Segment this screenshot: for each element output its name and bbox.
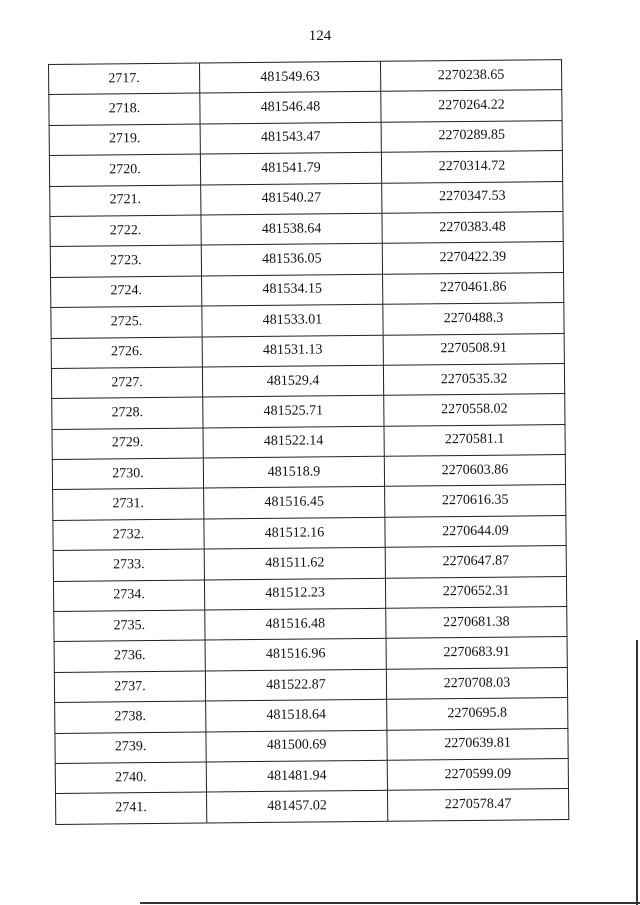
point-number-cell: 2739. — [55, 732, 206, 764]
coordinates-table — [48, 59, 569, 825]
point-number-cell: 2720. — [49, 154, 200, 186]
point-number-cell: 2729. — [52, 428, 203, 460]
x-coordinate-cell: 481534.15 — [202, 274, 383, 306]
point-number-cell: 2736. — [54, 640, 205, 672]
point-number-cell: 2728. — [52, 397, 203, 429]
x-coordinate-cell: 481531.13 — [202, 335, 383, 367]
table-row — [52, 394, 565, 429]
table-row — [52, 455, 565, 490]
table-row — [54, 667, 567, 702]
y-coordinate-cell: 2270647.87 — [385, 546, 566, 578]
point-number-cell: 2719. — [49, 124, 200, 156]
x-coordinate-cell: 481540.27 — [201, 183, 382, 215]
table-row — [54, 637, 567, 672]
x-coordinate-cell: 481518.64 — [206, 699, 387, 731]
x-coordinate-cell: 481516.45 — [204, 487, 385, 519]
table-row — [51, 272, 564, 307]
point-number-cell: 2740. — [55, 762, 206, 794]
y-coordinate-cell: 2270578.47 — [387, 789, 568, 821]
point-number-cell: 2725. — [51, 306, 202, 338]
y-coordinate-cell: 2270558.02 — [384, 394, 565, 426]
y-coordinate-cell: 2270616.35 — [385, 485, 566, 517]
point-number-cell: 2733. — [53, 549, 204, 581]
x-coordinate-cell: 481538.64 — [201, 213, 382, 245]
table-row — [50, 181, 563, 216]
y-coordinate-cell: 2270508.91 — [383, 333, 564, 365]
y-coordinate-cell: 2270264.22 — [381, 90, 562, 122]
x-coordinate-cell: 481529.4 — [202, 365, 383, 397]
x-coordinate-cell: 481536.05 — [201, 244, 382, 276]
table-row — [52, 424, 565, 459]
point-number-cell: 2735. — [54, 610, 205, 642]
y-coordinate-cell: 2270708.03 — [386, 667, 567, 699]
table-row — [53, 485, 566, 520]
table-row — [55, 728, 568, 763]
table-row — [50, 242, 563, 277]
table-row — [53, 546, 566, 581]
table-row — [49, 90, 562, 125]
point-number-cell: 2741. — [56, 792, 207, 824]
point-number-cell: 2734. — [53, 580, 204, 612]
y-coordinate-cell: 2270603.86 — [384, 455, 565, 487]
x-coordinate-cell: 481541.79 — [200, 152, 381, 184]
page-number: 124 — [308, 28, 332, 44]
x-coordinate-cell: 481522.14 — [203, 426, 384, 458]
x-coordinate-cell: 481457.02 — [206, 791, 387, 823]
x-coordinate-cell: 481549.63 — [199, 61, 380, 93]
y-coordinate-cell: 2270535.32 — [383, 363, 564, 395]
y-coordinate-cell: 2270652.31 — [385, 576, 566, 608]
y-coordinate-cell: 2270461.86 — [383, 272, 564, 304]
table-row — [49, 60, 562, 95]
point-number-cell: 2726. — [51, 337, 202, 369]
x-coordinate-cell: 481511.62 — [204, 548, 385, 580]
table-row — [56, 789, 569, 824]
table-row — [55, 759, 568, 794]
y-coordinate-cell: 2270488.3 — [383, 303, 564, 335]
point-number-cell: 2723. — [50, 245, 201, 277]
y-coordinate-cell: 2270683.91 — [386, 637, 567, 669]
x-coordinate-cell: 481543.47 — [200, 122, 381, 154]
point-number-cell: 2731. — [53, 488, 204, 520]
table-row — [50, 212, 563, 247]
y-coordinate-cell: 2270639.81 — [387, 728, 568, 760]
table-body — [49, 60, 569, 825]
y-coordinate-cell: 2270422.39 — [382, 242, 563, 274]
y-coordinate-cell: 2270599.09 — [387, 759, 568, 791]
point-number-cell: 2737. — [54, 671, 205, 703]
point-number-cell: 2732. — [53, 519, 204, 551]
table-row — [55, 698, 568, 733]
y-coordinate-cell: 2270238.65 — [380, 60, 561, 92]
point-number-cell: 2722. — [50, 215, 201, 247]
x-coordinate-cell: 481522.87 — [205, 669, 386, 701]
point-number-cell: 2721. — [50, 185, 201, 217]
x-coordinate-cell: 481525.71 — [203, 396, 384, 428]
point-number-cell: 2727. — [51, 367, 202, 399]
point-number-cell: 2724. — [51, 276, 202, 308]
y-coordinate-cell: 2270289.85 — [381, 120, 562, 152]
x-coordinate-cell: 481546.48 — [200, 92, 381, 124]
y-coordinate-cell: 2270681.38 — [386, 607, 567, 639]
table-row — [51, 303, 564, 338]
point-number-cell: 2738. — [55, 701, 206, 733]
x-coordinate-cell: 481516.48 — [205, 608, 386, 640]
x-coordinate-cell: 481516.96 — [205, 639, 386, 671]
table-row — [51, 333, 564, 368]
x-coordinate-cell: 481481.94 — [206, 760, 387, 792]
y-coordinate-cell: 2270383.48 — [382, 212, 563, 244]
point-number-cell: 2718. — [49, 93, 200, 125]
x-coordinate-cell: 481512.23 — [204, 578, 385, 610]
y-coordinate-cell: 2270644.09 — [385, 515, 566, 547]
x-coordinate-cell: 481500.69 — [206, 730, 387, 762]
table-row — [49, 151, 562, 186]
x-coordinate-cell: 481518.9 — [203, 456, 384, 488]
table-row — [49, 120, 562, 155]
point-number-cell: 2717. — [49, 63, 200, 95]
table-row — [51, 363, 564, 398]
point-number-cell: 2730. — [52, 458, 203, 490]
scan-edge-right — [636, 640, 638, 905]
table-row — [53, 576, 566, 611]
scan-edge-bottom — [140, 902, 640, 904]
y-coordinate-cell: 2270314.72 — [381, 151, 562, 183]
x-coordinate-cell: 481533.01 — [202, 304, 383, 336]
table-row — [53, 515, 566, 550]
y-coordinate-cell: 2270347.53 — [382, 181, 563, 213]
y-coordinate-cell: 2270581.1 — [384, 424, 565, 456]
table-row — [54, 607, 567, 642]
y-coordinate-cell: 2270695.8 — [387, 698, 568, 730]
x-coordinate-cell: 481512.16 — [204, 517, 385, 549]
